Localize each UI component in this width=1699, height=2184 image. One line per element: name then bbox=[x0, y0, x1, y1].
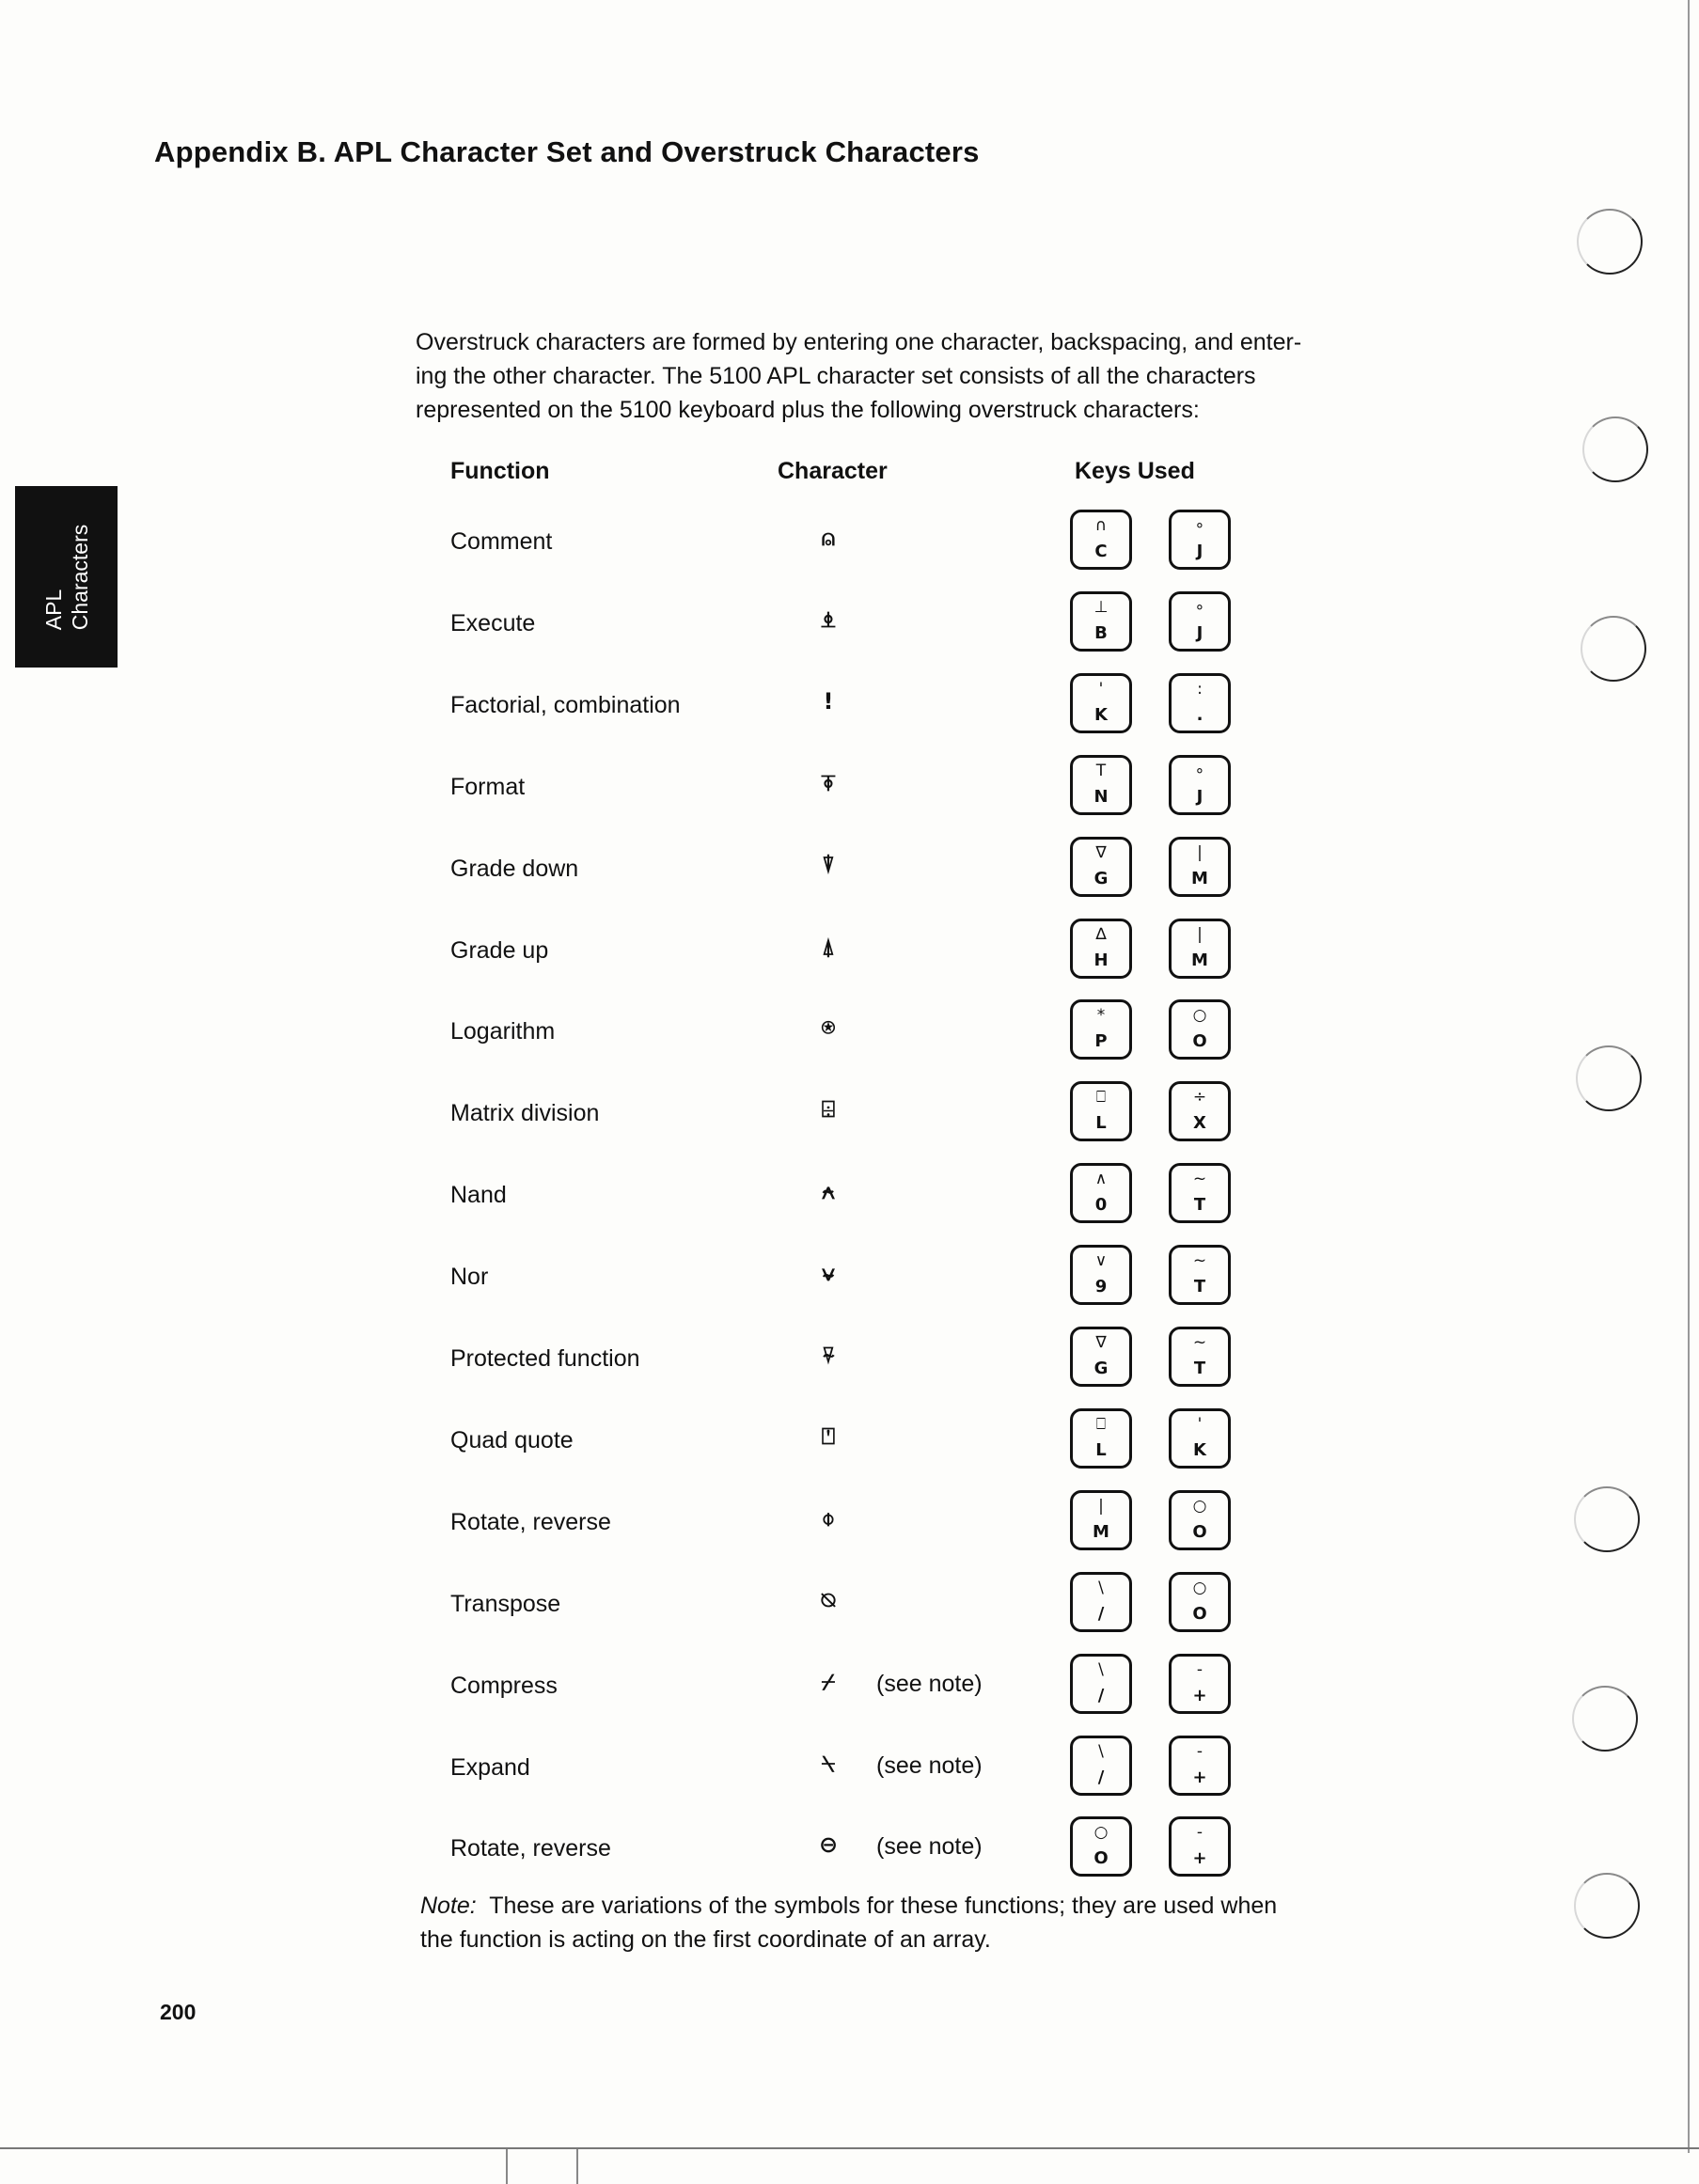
keycap-lower-symbol: / bbox=[1097, 1686, 1105, 1705]
function-name: Rotate, reverse bbox=[450, 1835, 611, 1862]
keycap-upper-symbol: \ bbox=[1098, 1742, 1104, 1761]
keycap bbox=[1070, 591, 1132, 652]
function-name: Nor bbox=[450, 1264, 489, 1290]
keycap-upper-symbol: ~ bbox=[1192, 1170, 1207, 1188]
keycap-upper-symbol: ' bbox=[1098, 680, 1104, 699]
page-title: Appendix B. APL Character Set and Overstruck Characters bbox=[154, 135, 980, 168]
keycap bbox=[1169, 1408, 1231, 1469]
apl-character: ⍀ bbox=[821, 1751, 836, 1777]
apl-character: ⍋ bbox=[821, 934, 836, 960]
keycap bbox=[1169, 591, 1231, 652]
keycap bbox=[1169, 919, 1231, 979]
keycap-lower-symbol: H bbox=[1093, 951, 1109, 970]
table-row bbox=[0, 1488, 1699, 1569]
keycap-upper-symbol: ○ bbox=[1192, 1006, 1207, 1025]
table-row bbox=[0, 508, 1699, 589]
table-row bbox=[0, 671, 1699, 752]
keycap bbox=[1169, 1816, 1231, 1877]
keycap-lower-symbol: J bbox=[1196, 787, 1203, 807]
keycap bbox=[1070, 1736, 1132, 1796]
function-name: Factorial, combination bbox=[450, 692, 681, 718]
function-name: Compress bbox=[450, 1673, 558, 1699]
binder-hole bbox=[1581, 616, 1646, 682]
keycap-lower-symbol: P bbox=[1094, 1031, 1108, 1051]
keycap-upper-symbol: ∘ bbox=[1194, 598, 1205, 617]
keycap-lower-symbol: C bbox=[1094, 542, 1108, 561]
apl-character: ⍒ bbox=[821, 852, 836, 878]
keycap-upper-symbol: ∨ bbox=[1094, 1251, 1108, 1270]
column-header-character: Character bbox=[778, 458, 888, 484]
apl-character: ! bbox=[823, 688, 834, 715]
table-row bbox=[0, 1325, 1699, 1406]
keycap-lower-symbol: L bbox=[1095, 1113, 1107, 1133]
function-name: Grade up bbox=[450, 937, 549, 964]
keycap-upper-symbol: ∇ bbox=[1095, 843, 1107, 862]
keycap bbox=[1070, 510, 1132, 570]
keycap bbox=[1070, 1245, 1132, 1305]
keycap-lower-symbol: T bbox=[1193, 1359, 1206, 1378]
keycap-upper-symbol: | bbox=[1098, 1497, 1104, 1516]
keycap-lower-symbol: 9 bbox=[1094, 1277, 1108, 1296]
keycap-lower-symbol: O bbox=[1093, 1848, 1109, 1868]
keycap-lower-symbol: K bbox=[1193, 1440, 1206, 1460]
binder-hole bbox=[1574, 1873, 1640, 1939]
function-name: Format bbox=[450, 774, 526, 800]
apl-character: ⍟ bbox=[821, 1014, 836, 1041]
keycap-lower-symbol: G bbox=[1093, 869, 1109, 888]
keycap bbox=[1070, 1081, 1132, 1141]
table-row bbox=[0, 1815, 1699, 1895]
keycap-lower-symbol: K bbox=[1094, 705, 1108, 725]
keycap-lower-symbol: O bbox=[1192, 1522, 1207, 1542]
see-note-label: (see note) bbox=[876, 1752, 983, 1779]
scan-mark bbox=[506, 2149, 508, 2184]
intro-line: Overstruck characters are formed by entering one character, backspacing, and enter- bbox=[416, 329, 1302, 355]
keycap-upper-symbol: ∩ bbox=[1094, 516, 1108, 535]
apl-character: ⍝ bbox=[821, 525, 836, 551]
see-note-label: (see note) bbox=[876, 1833, 983, 1860]
apl-character: ⍱ bbox=[821, 1260, 836, 1286]
keycap-lower-symbol: J bbox=[1196, 623, 1203, 643]
table-row bbox=[0, 1406, 1699, 1487]
keycap-lower-symbol: + bbox=[1192, 1768, 1207, 1787]
keycap-upper-symbol: | bbox=[1197, 843, 1203, 862]
keycap bbox=[1169, 837, 1231, 897]
function-name: Transpose bbox=[450, 1591, 561, 1617]
binder-hole bbox=[1574, 1486, 1640, 1552]
keycap bbox=[1070, 1327, 1132, 1387]
table-row bbox=[0, 1079, 1699, 1160]
keycap-upper-symbol: : bbox=[1197, 680, 1203, 699]
function-name: Protected function bbox=[450, 1345, 640, 1372]
page-number: 200 bbox=[160, 2000, 197, 2024]
keycap bbox=[1070, 1490, 1132, 1550]
function-name: Nand bbox=[450, 1182, 507, 1208]
apl-character: ⌽ bbox=[821, 1505, 836, 1532]
section-tab-line1: APL bbox=[40, 589, 66, 630]
keycap bbox=[1169, 1327, 1231, 1387]
keycap-upper-symbol: ∧ bbox=[1094, 1170, 1108, 1188]
column-header-function: Function bbox=[450, 458, 550, 484]
footnote-text-line1: These are variations of the symbols for these functions; they are used when bbox=[489, 1893, 1278, 1919]
keycap-upper-symbol: - bbox=[1196, 1742, 1203, 1761]
keycap-lower-symbol: M bbox=[1191, 869, 1208, 888]
keycap-upper-symbol: * bbox=[1096, 1006, 1106, 1025]
see-note-label: (see note) bbox=[876, 1671, 983, 1697]
apl-character: ⍲ bbox=[821, 1178, 836, 1204]
column-header-keys: Keys Used bbox=[1075, 458, 1195, 484]
keycap-lower-symbol: M bbox=[1093, 1522, 1109, 1542]
keycap-upper-symbol: - bbox=[1196, 1823, 1203, 1842]
keycap bbox=[1070, 1816, 1132, 1877]
keycap-upper-symbol: ' bbox=[1197, 1415, 1203, 1434]
table-row bbox=[0, 1734, 1699, 1815]
page-edge bbox=[1688, 0, 1690, 2153]
keycap-lower-symbol: 0 bbox=[1094, 1195, 1108, 1215]
keycap-lower-symbol: N bbox=[1093, 787, 1109, 807]
apl-character: ⍫ bbox=[821, 1342, 836, 1368]
keycap-lower-symbol: M bbox=[1191, 951, 1208, 970]
keycap-lower-symbol: + bbox=[1192, 1848, 1207, 1868]
keycap-lower-symbol: X bbox=[1193, 1113, 1206, 1133]
keycap bbox=[1169, 755, 1231, 815]
function-name: Matrix division bbox=[450, 1100, 600, 1126]
function-name: Expand bbox=[450, 1754, 530, 1781]
keycap-upper-symbol: \ bbox=[1098, 1579, 1104, 1597]
table-row bbox=[0, 589, 1699, 670]
keycap-upper-symbol: ÷ bbox=[1192, 1088, 1207, 1107]
keycap-lower-symbol: L bbox=[1095, 1440, 1107, 1460]
function-name: Logarithm bbox=[450, 1018, 556, 1045]
function-name: Comment bbox=[450, 528, 553, 555]
apl-character: ⍉ bbox=[821, 1587, 836, 1613]
keycap bbox=[1070, 1163, 1132, 1223]
keycap-upper-symbol: \ bbox=[1098, 1660, 1104, 1679]
keycap bbox=[1169, 1163, 1231, 1223]
keycap-upper-symbol: ∘ bbox=[1194, 516, 1205, 535]
apl-character: ⍞ bbox=[821, 1423, 836, 1450]
keycap-lower-symbol: B bbox=[1094, 623, 1108, 643]
footnote bbox=[420, 1889, 1370, 1956]
keycap-lower-symbol: O bbox=[1192, 1031, 1207, 1051]
keycap-upper-symbol: ⎕ bbox=[1095, 1088, 1107, 1107]
keycap-lower-symbol: . bbox=[1196, 705, 1203, 725]
function-name: Quad quote bbox=[450, 1427, 574, 1453]
keycap bbox=[1070, 1654, 1132, 1714]
keycap bbox=[1070, 999, 1132, 1060]
keycap bbox=[1169, 1490, 1231, 1550]
function-name: Rotate, reverse bbox=[450, 1509, 611, 1535]
keycap bbox=[1070, 755, 1132, 815]
keycap-lower-symbol: J bbox=[1196, 542, 1203, 561]
binder-hole bbox=[1582, 416, 1648, 482]
apl-character: ⍕ bbox=[821, 770, 836, 796]
keycap-upper-symbol: ○ bbox=[1192, 1497, 1207, 1516]
keycap-upper-symbol: ∆ bbox=[1095, 925, 1107, 944]
table-row bbox=[0, 1243, 1699, 1324]
keycap bbox=[1070, 919, 1132, 979]
keycap bbox=[1169, 1736, 1231, 1796]
keycap-lower-symbol: T bbox=[1193, 1195, 1206, 1215]
keycap-upper-symbol: T bbox=[1095, 762, 1107, 780]
apl-character: ⊖ bbox=[818, 1831, 839, 1858]
binder-hole bbox=[1577, 209, 1643, 275]
keycap-lower-symbol: / bbox=[1097, 1768, 1105, 1787]
footnote-label: Note: bbox=[420, 1893, 477, 1919]
keycap-lower-symbol: + bbox=[1192, 1686, 1207, 1705]
apl-character: ⍎ bbox=[821, 606, 836, 633]
keycap-upper-symbol: ~ bbox=[1192, 1251, 1207, 1270]
footnote-text-line2: the function is acting on the first coordinate of an array. bbox=[420, 1926, 991, 1953]
intro-line: ing the other character. The 5100 APL character set consists of all the characters bbox=[416, 363, 1256, 389]
binder-hole bbox=[1576, 1045, 1642, 1111]
table-row bbox=[0, 998, 1699, 1078]
binder-hole bbox=[1572, 1686, 1638, 1752]
keycap-lower-symbol: G bbox=[1093, 1359, 1109, 1378]
table-row bbox=[0, 1652, 1699, 1733]
table-row bbox=[0, 1161, 1699, 1242]
keycap-upper-symbol: - bbox=[1196, 1660, 1203, 1679]
keycap bbox=[1070, 673, 1132, 733]
page-edge bbox=[0, 2147, 1699, 2149]
keycap-lower-symbol: T bbox=[1193, 1277, 1206, 1296]
apl-character: ⌹ bbox=[821, 1096, 836, 1123]
keycap bbox=[1169, 510, 1231, 570]
keycap-upper-symbol: ○ bbox=[1192, 1579, 1207, 1597]
keycap bbox=[1169, 673, 1231, 733]
table-row bbox=[0, 917, 1699, 998]
intro-line: represented on the 5100 keyboard plus the following overstruck characters: bbox=[416, 397, 1200, 423]
keycap bbox=[1169, 1245, 1231, 1305]
keycap-upper-symbol: ⊥ bbox=[1093, 598, 1109, 617]
keycap-upper-symbol: ~ bbox=[1192, 1333, 1207, 1352]
keycap-upper-symbol: | bbox=[1197, 925, 1203, 944]
table-row bbox=[0, 835, 1699, 916]
keycap bbox=[1070, 1408, 1132, 1469]
table-row bbox=[0, 1570, 1699, 1651]
table-row bbox=[0, 753, 1699, 834]
keycap-lower-symbol: O bbox=[1192, 1604, 1207, 1624]
function-name: Grade down bbox=[450, 856, 579, 882]
keycap bbox=[1070, 1572, 1132, 1632]
keycap-lower-symbol: / bbox=[1097, 1604, 1105, 1624]
keycap bbox=[1169, 1572, 1231, 1632]
apl-character: ⌿ bbox=[821, 1669, 836, 1695]
intro-paragraph bbox=[416, 325, 1356, 427]
section-tab-line2: Characters bbox=[67, 524, 92, 630]
keycap bbox=[1070, 837, 1132, 897]
function-name: Execute bbox=[450, 610, 536, 636]
keycap-upper-symbol: ∘ bbox=[1194, 762, 1205, 780]
scan-mark bbox=[576, 2149, 578, 2184]
keycap bbox=[1169, 1654, 1231, 1714]
keycap bbox=[1169, 999, 1231, 1060]
keycap bbox=[1169, 1081, 1231, 1141]
keycap-upper-symbol: ○ bbox=[1093, 1823, 1109, 1842]
keycap-upper-symbol: ∇ bbox=[1095, 1333, 1107, 1352]
keycap-upper-symbol: ⎕ bbox=[1095, 1415, 1107, 1434]
